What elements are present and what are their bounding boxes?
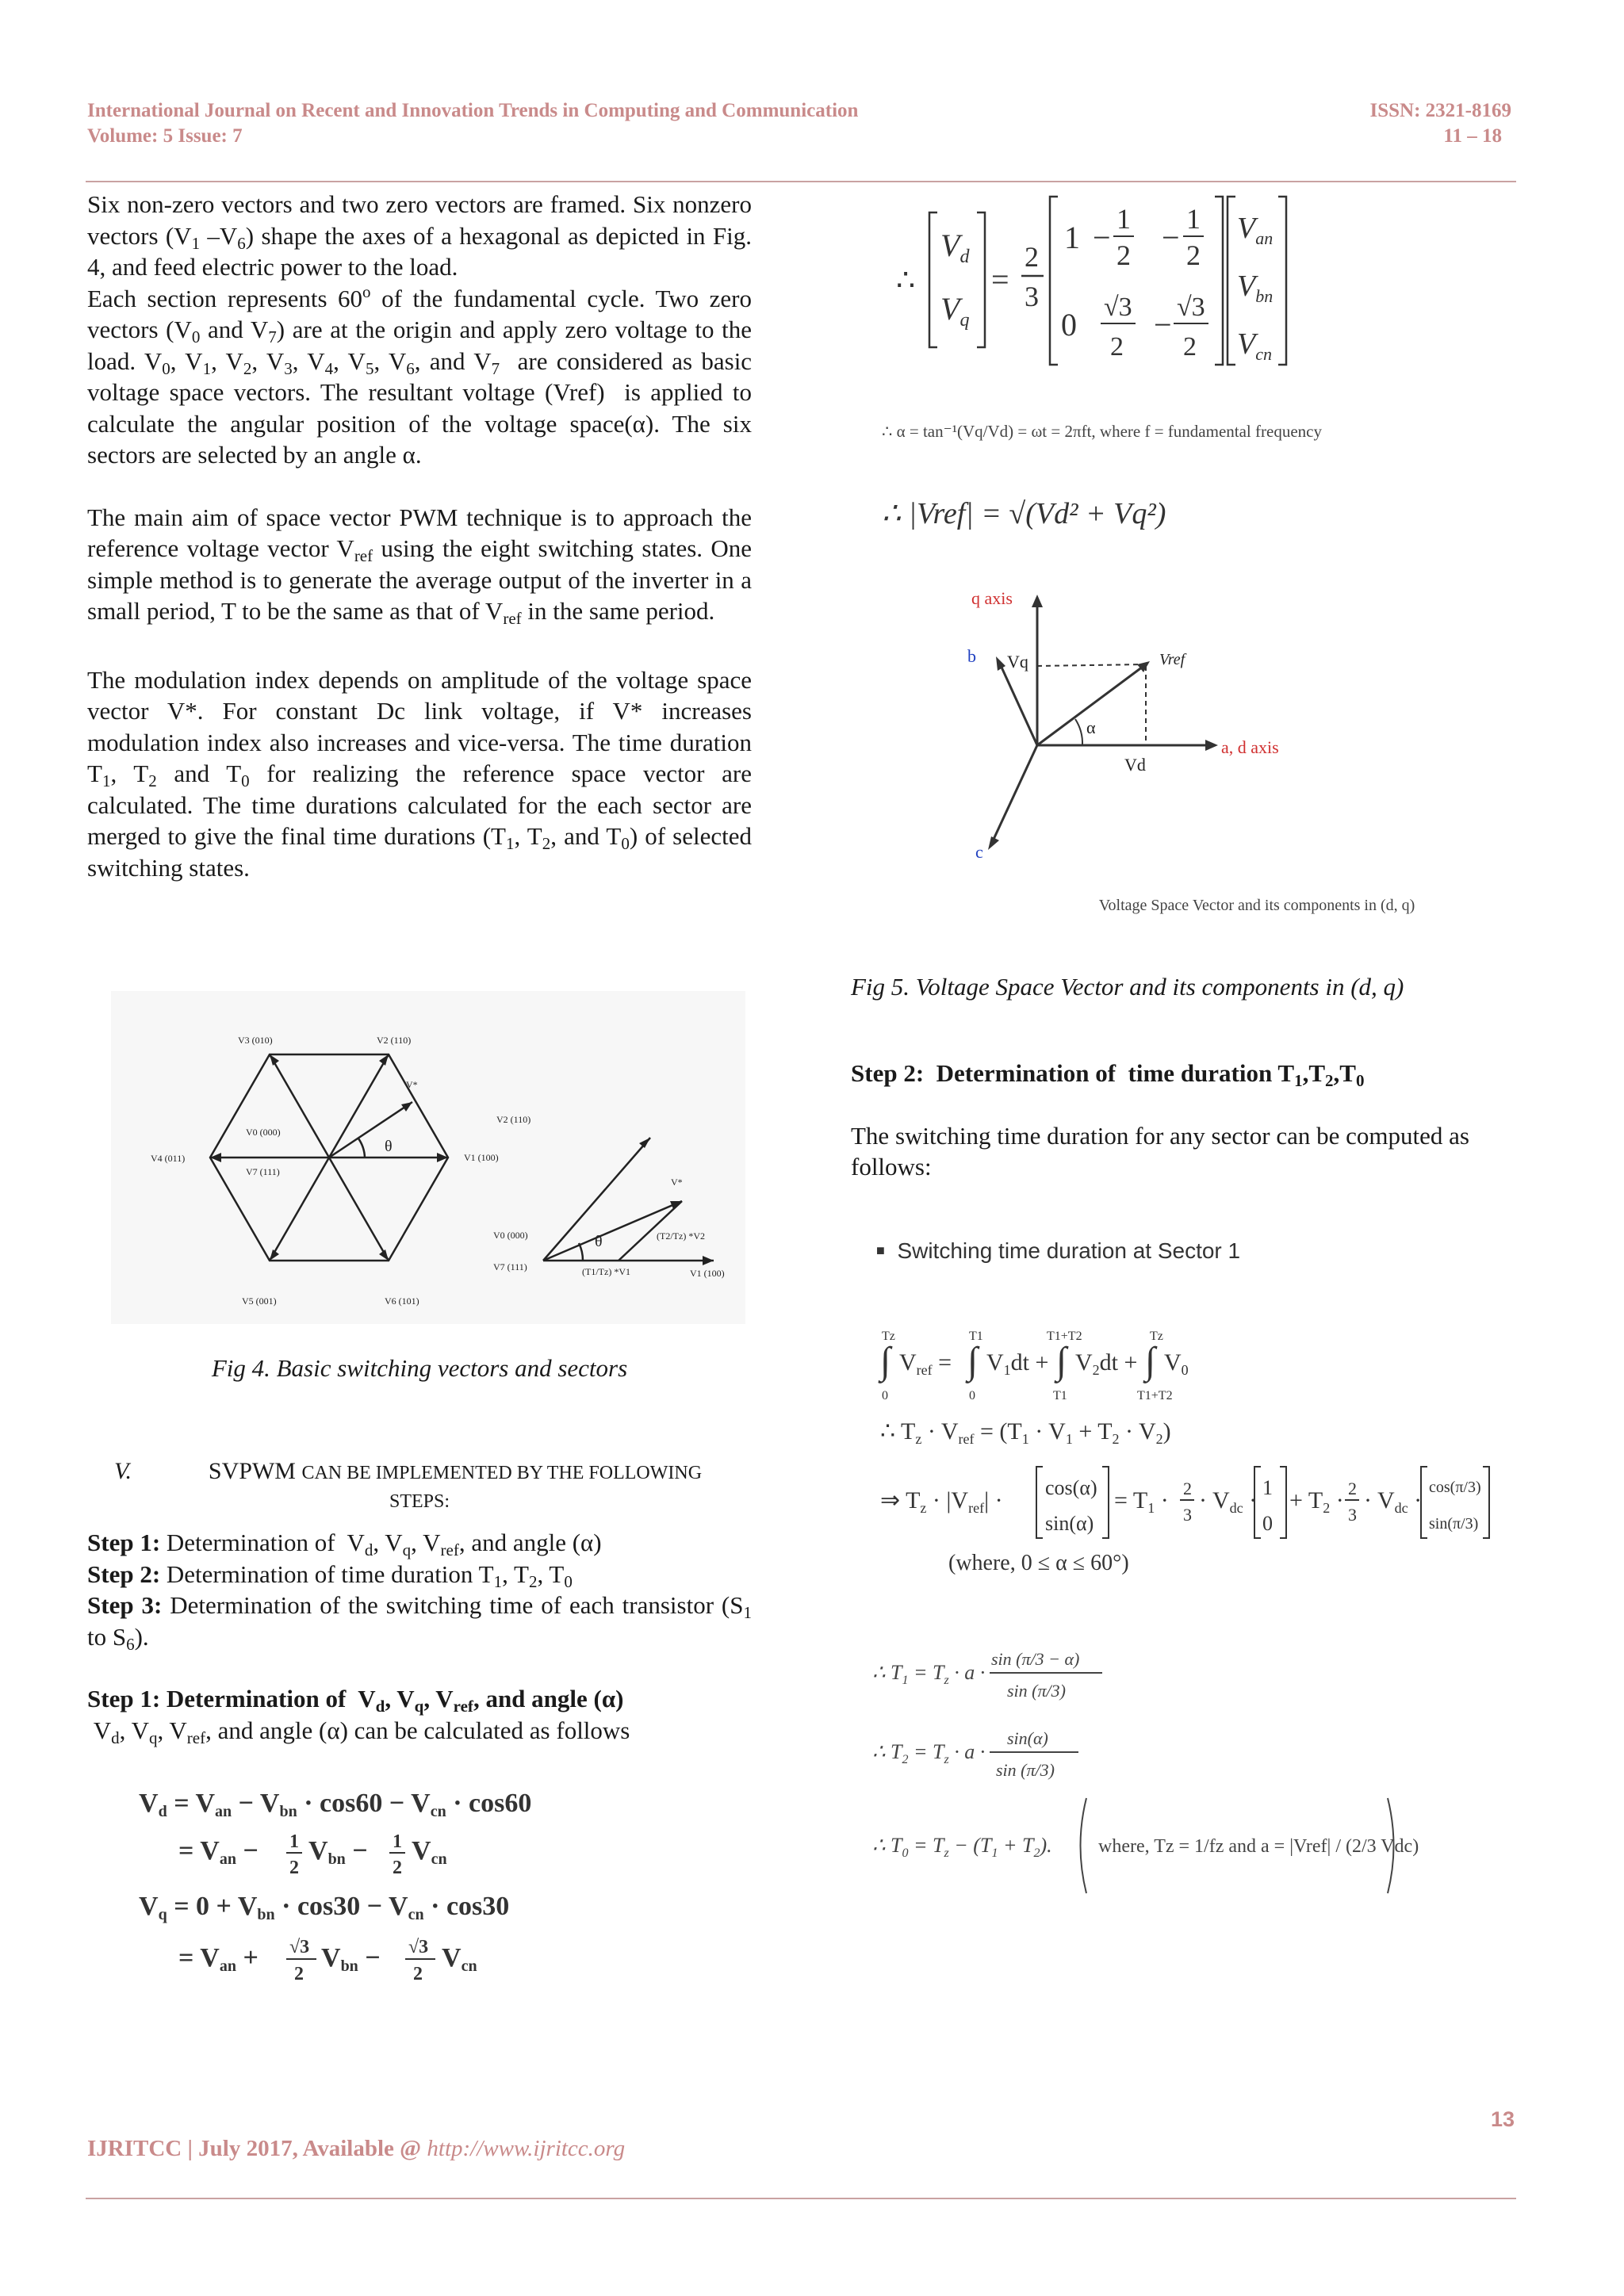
para-vectors: Six non-zero vectors and two zero vectors are framed. Six nonzero vectors ($V_1$ $-V_6$) shape the axes of a hexagonal as depicted in Fig. 4, and feed electric power to the load. [87, 190, 752, 281]
svg-text:2: 2 [1348, 1479, 1357, 1498]
q-axis-label: q axis [971, 588, 1013, 608]
svg-text:1: 1 [1262, 1476, 1273, 1499]
svg-text:2: 2 [1186, 239, 1201, 271]
fig5-caption: Fig 5. Voltage Space Vector and its components in (d, q) [851, 973, 1404, 1001]
svg-text:sin(α): sin(α) [1007, 1728, 1048, 1748]
sector-label-t1: (T1/Tz) *V1 [582, 1266, 630, 1277]
sector-label-v0: V0 (000) [493, 1230, 528, 1241]
label-v0: V0 (000) [246, 1127, 281, 1138]
svg-text:Vd = Van − Vbn · cos60 − Vcn ·: Vd = Van − Vbn · cos60 − Vcn · cos60 [139, 1789, 532, 1820]
svg-text:cos(π/3): cos(π/3) [1429, 1479, 1481, 1496]
para-sections: Each section represents 60$^o$ of the fundamental cycle. Two zero vectors ($V_0$ and $V_7$) are at the origin and apply zero voltage to the load. $V_0$, $V_1$, $V_2$, $V_3$, $V_4$, $V_5$, $V_6$, and $V_7$ are considered as basic voltage space vectors. The resultant voltage (Vref) is applied to calculate the angular position of the voltage space(α). The six sectors are selected by an angle α. [87, 281, 753, 469]
svg-text:Vq = 0 + Vbn · cos30 − Vcn · c: Vq = 0 + Vbn · cos30 − Vcn · cos30 [139, 1892, 510, 1923]
issn: ISSN: 2321-8169 [1369, 100, 1511, 121]
svg-text:√3: √3 [1177, 293, 1205, 322]
vd-vq-equations [131, 1780, 702, 1986]
fig5-dq-diagram [952, 587, 1475, 920]
svg-text:∴ T1 = Tz · a ·: ∴ $T_1 = T_z \cdot a$ · [872, 1661, 986, 1687]
step2-heading: Step 2: Determination of time duration $T_1,T_2,T_0$ [851, 1059, 1365, 1090]
label-v1: V1 (100) [464, 1152, 499, 1163]
step1-line: Step 1: Determination of $V_d$, $V_q$, $V_{ref}$, and angle (α) [87, 1529, 602, 1559]
svg-text:Tz: Tz [1150, 1330, 1163, 1343]
page-number: 13 [1491, 2107, 1515, 2131]
svg-text:2: 2 [1025, 241, 1039, 273]
fig4-caption: Fig 4. Basic switching vectors and sectors [211, 1354, 628, 1382]
sector-label-t2: (T2/Tz) *V2 [657, 1230, 705, 1242]
svg-text:= Van +: = Van + [178, 1943, 259, 1975]
svg-text:2: 2 [413, 1964, 423, 1984]
svg-text:= T1 ·: = $T_1$ · [1114, 1487, 1169, 1516]
svg-text:3: 3 [1348, 1505, 1357, 1525]
svg-text:Van: $V_{an}$ [1237, 212, 1274, 248]
svg-text:2: 2 [1110, 332, 1124, 362]
label-v4: V4 (011) [151, 1153, 186, 1164]
svg-text:sin(π/3): sin(π/3) [1429, 1515, 1479, 1533]
label-v2: V2 (110) [377, 1035, 412, 1046]
svg-text:Vref =: $V_{ref}$ = [899, 1349, 952, 1378]
svg-text:sin (π/3): sin (π/3) [996, 1760, 1055, 1780]
page-range: 11 – 18 [1443, 125, 1502, 147]
section-title-svpwm: SVPWM [208, 1458, 296, 1484]
integral-equations [872, 1324, 1491, 1586]
svg-text:Tz: Tz [882, 1330, 895, 1343]
header-rule [86, 181, 1516, 182]
label-v7: V7 (111) [246, 1166, 280, 1177]
step2-section [851, 1058, 1520, 1183]
alpha-range: (where, 0 ≤ α ≤ 60°) [948, 1551, 1129, 1575]
svg-text:3: 3 [1183, 1505, 1192, 1525]
dq-transform-matrix [888, 189, 1300, 373]
svg-text:cos(α): cos(α) [1045, 1476, 1097, 1499]
svg-text:1: 1 [393, 1831, 402, 1852]
para-modulation: The modulation index depends on amplitude of the voltage space vector V*. For constant Dc link voltage, if V* increases modulation index also increases and vice-versa. The time duration $T_1$, $T_2$ and $T_0$ for realizing the reference space vector are calculated. The time durations calculated for the each sector are merged to give the final time durations ($T_1$, $T_2$, and $T_0$) of selected switching states. [87, 665, 752, 882]
svg-text:−: − [1154, 307, 1172, 342]
theta-sector: θ [595, 1233, 603, 1250]
vd-label: Vd [1124, 755, 1146, 775]
label-v3: V3 (010) [238, 1035, 273, 1046]
svg-text:+ T2 ·: + $T_2$ · [1289, 1487, 1344, 1516]
theta-hex: θ [385, 1138, 393, 1155]
svg-text:Vd: $V_d$ [940, 228, 970, 267]
svg-text:2: 2 [1183, 332, 1197, 362]
svg-text:T1+T2: T1+T2 [1137, 1389, 1173, 1402]
svg-text:1: 1 [1064, 220, 1080, 255]
svg-text:1: 1 [1116, 203, 1131, 235]
svg-text:∴ T2 = Tz · a ·: ∴ $T_2 = T_z \cdot a$ · [872, 1740, 986, 1766]
svg-text:· Vdc ·: · $V_{dc}$ · [1364, 1487, 1423, 1516]
c-axis-label: c [975, 842, 983, 862]
bullet-icon: ■ [876, 1242, 885, 1258]
svg-text:T1: T1 [969, 1330, 983, 1343]
sector1-bullet [876, 1238, 1240, 1264]
b-axis-label: b [967, 646, 976, 666]
sector-label-vstar: V* [671, 1177, 683, 1188]
svg-text:Vbn: $V_{bn}$ [1237, 270, 1274, 306]
footer-link[interactable]: http://www.ijritcc.org [427, 2136, 626, 2161]
sector-label-v1: V1 (100) [690, 1268, 725, 1279]
footer-text [87, 2136, 625, 2162]
fig5-inner-caption: Voltage Space Vector and its components in (d, q) [1098, 897, 1415, 914]
section-title-rest: CAN BE IMPLEMENTED BY THE FOLLOWING [301, 1463, 703, 1483]
svg-text:∴ T0 = Tz − (T1 + T2).: ∴ $T_0 = T_z - (T_1 + T_2)$. [872, 1834, 1052, 1860]
t-duration-equations [872, 1640, 1443, 1901]
steps-list [87, 1527, 752, 1746]
svg-text:0: 0 [1061, 307, 1077, 342]
svg-text:2: 2 [289, 1858, 299, 1878]
svg-text:∫: ∫ [1145, 1340, 1156, 1382]
svg-text:Vcn: Vcn [412, 1836, 447, 1868]
svg-text:−: − [1093, 220, 1111, 255]
svg-text:√3: √3 [289, 1937, 310, 1957]
section-title-steps: STEPS: [389, 1491, 450, 1512]
vref-label: Vref [1159, 651, 1185, 668]
svg-text:Vbn −: Vbn − [321, 1943, 381, 1975]
svg-text:sin (π/3): sin (π/3) [1007, 1681, 1066, 1701]
alpha-label: α [1086, 718, 1096, 737]
where-tz-a: where, Tz = 1/fz and a = |Vref| / (2/3 Vdc) [1098, 1836, 1419, 1857]
svg-text:· Vdc ·: · $V_{dc}$ · [1199, 1487, 1258, 1516]
svg-text:T1+T2: T1+T2 [1047, 1330, 1082, 1343]
svg-text:√3: √3 [1104, 293, 1132, 322]
svg-text:Vcn: Vcn [442, 1943, 477, 1975]
svg-text:∫: ∫ [1056, 1340, 1067, 1382]
fig4-switching-vectors [111, 991, 745, 1324]
svg-text:sin(α): sin(α) [1045, 1512, 1094, 1535]
sector1-bullet-text: Switching time duration at Sector 1 [897, 1238, 1241, 1263]
label-v5: V5 (001) [242, 1295, 277, 1307]
svg-text:= Van −: = Van − [178, 1836, 259, 1868]
step1-body: $V_d$, $V_q$, $V_{ref}$, and angle (α) can be calculated as follows [87, 1716, 630, 1747]
svg-text:V1dt +: $V_1dt$ + [986, 1349, 1049, 1378]
alpha-equation: ∴ α = tan⁻¹(Vq/Vd) = ωt = 2πft, where f = fundamental frequency [882, 422, 1322, 441]
svg-text:1: 1 [1186, 203, 1201, 235]
svg-text:⇒ Tz · |Vref| ·: ⇒ $T_z \cdot |V_{ref}|$ · [880, 1487, 1003, 1516]
journal-title: International Journal on Recent and Innovation Trends in Computing and Communication [87, 100, 859, 121]
step3-line: Step 3: Determination of the switching time of each transistor ($S_1$ to $S_6$). [87, 1591, 752, 1654]
svg-text:Vcn: $V_{cn}$ [1237, 327, 1272, 364]
svg-text:sin (π/3 − α): sin (π/3 − α) [991, 1649, 1080, 1669]
step1-heading: Step 1: Determination of $V_d$, $V_q$, $V_{ref}$, and angle (α) [87, 1685, 624, 1716]
svg-text:2: 2 [1116, 239, 1131, 271]
svg-text:Vq: $V_q$ [940, 291, 970, 331]
label-v6: V6 (101) [385, 1295, 419, 1307]
vq-label: Vq [1007, 652, 1028, 672]
footer-rule [86, 2198, 1516, 2199]
d-axis-label: a, d axis [1221, 737, 1279, 757]
step2-body: The switching time duration for any sector can be computed as follows: [851, 1121, 1469, 1181]
svg-text:∴ Tz · Vref = (T1 · V1 + T2 ·: ∴ $T_z \cdot V_{ref} = (T_1 \cdot V_1 + T_2 \cdot V_2)$ [880, 1418, 1171, 1447]
section-number: V. [114, 1458, 132, 1484]
svg-text:0: 0 [882, 1389, 888, 1402]
section-heading [87, 1457, 752, 1516]
svg-text:2: 2 [294, 1964, 304, 1984]
svg-text:−: − [1162, 220, 1180, 255]
volume-issue: Volume: 5 Issue: 7 [87, 125, 243, 147]
sector-label-v7: V7 (111) [493, 1261, 527, 1272]
footer-label: IJRITCC | July 2017, Available @ [87, 2136, 427, 2161]
svg-text:2: 2 [1183, 1479, 1192, 1498]
svg-text:V2dt +: $V_2dt$ + [1075, 1349, 1138, 1378]
svg-text:∫: ∫ [967, 1340, 979, 1382]
step2-line: Step 2: Determination of time duration $T_1$, $T_2$, $T_0$ [87, 1559, 573, 1591]
svg-text:2: 2 [393, 1858, 402, 1878]
svg-text:T1: T1 [1053, 1389, 1067, 1402]
svg-text:0: 0 [969, 1389, 975, 1402]
svg-text:1: 1 [289, 1831, 299, 1852]
vref-magnitude-equation: ∴ |Vref| = √(Vd² + Vq²) [882, 497, 1166, 530]
svg-text:Vbn −: Vbn − [308, 1836, 368, 1868]
svg-text:0: 0 [1262, 1512, 1273, 1535]
svg-text:∫: ∫ [880, 1340, 891, 1382]
svg-text:V0: $V_0$ [1164, 1349, 1189, 1378]
svg-text:√3: √3 [408, 1937, 429, 1957]
svg-text:3: 3 [1025, 281, 1039, 312]
label-vstar: V* [406, 1079, 418, 1090]
left-column [87, 189, 752, 883]
para-aim: The main aim of space vector PWM technique is to approach the reference voltage vector $V_{ref}$ using the eight switching states. One simple method is to generate the average output of the inverter in a small period, T to be the same as that of $V_{ref}$ in the same period. [87, 503, 752, 628]
svg-text:=: = [991, 262, 1009, 297]
sector-label-v2: V2 (110) [496, 1114, 531, 1125]
svg-text:∴: ∴ [896, 264, 916, 297]
